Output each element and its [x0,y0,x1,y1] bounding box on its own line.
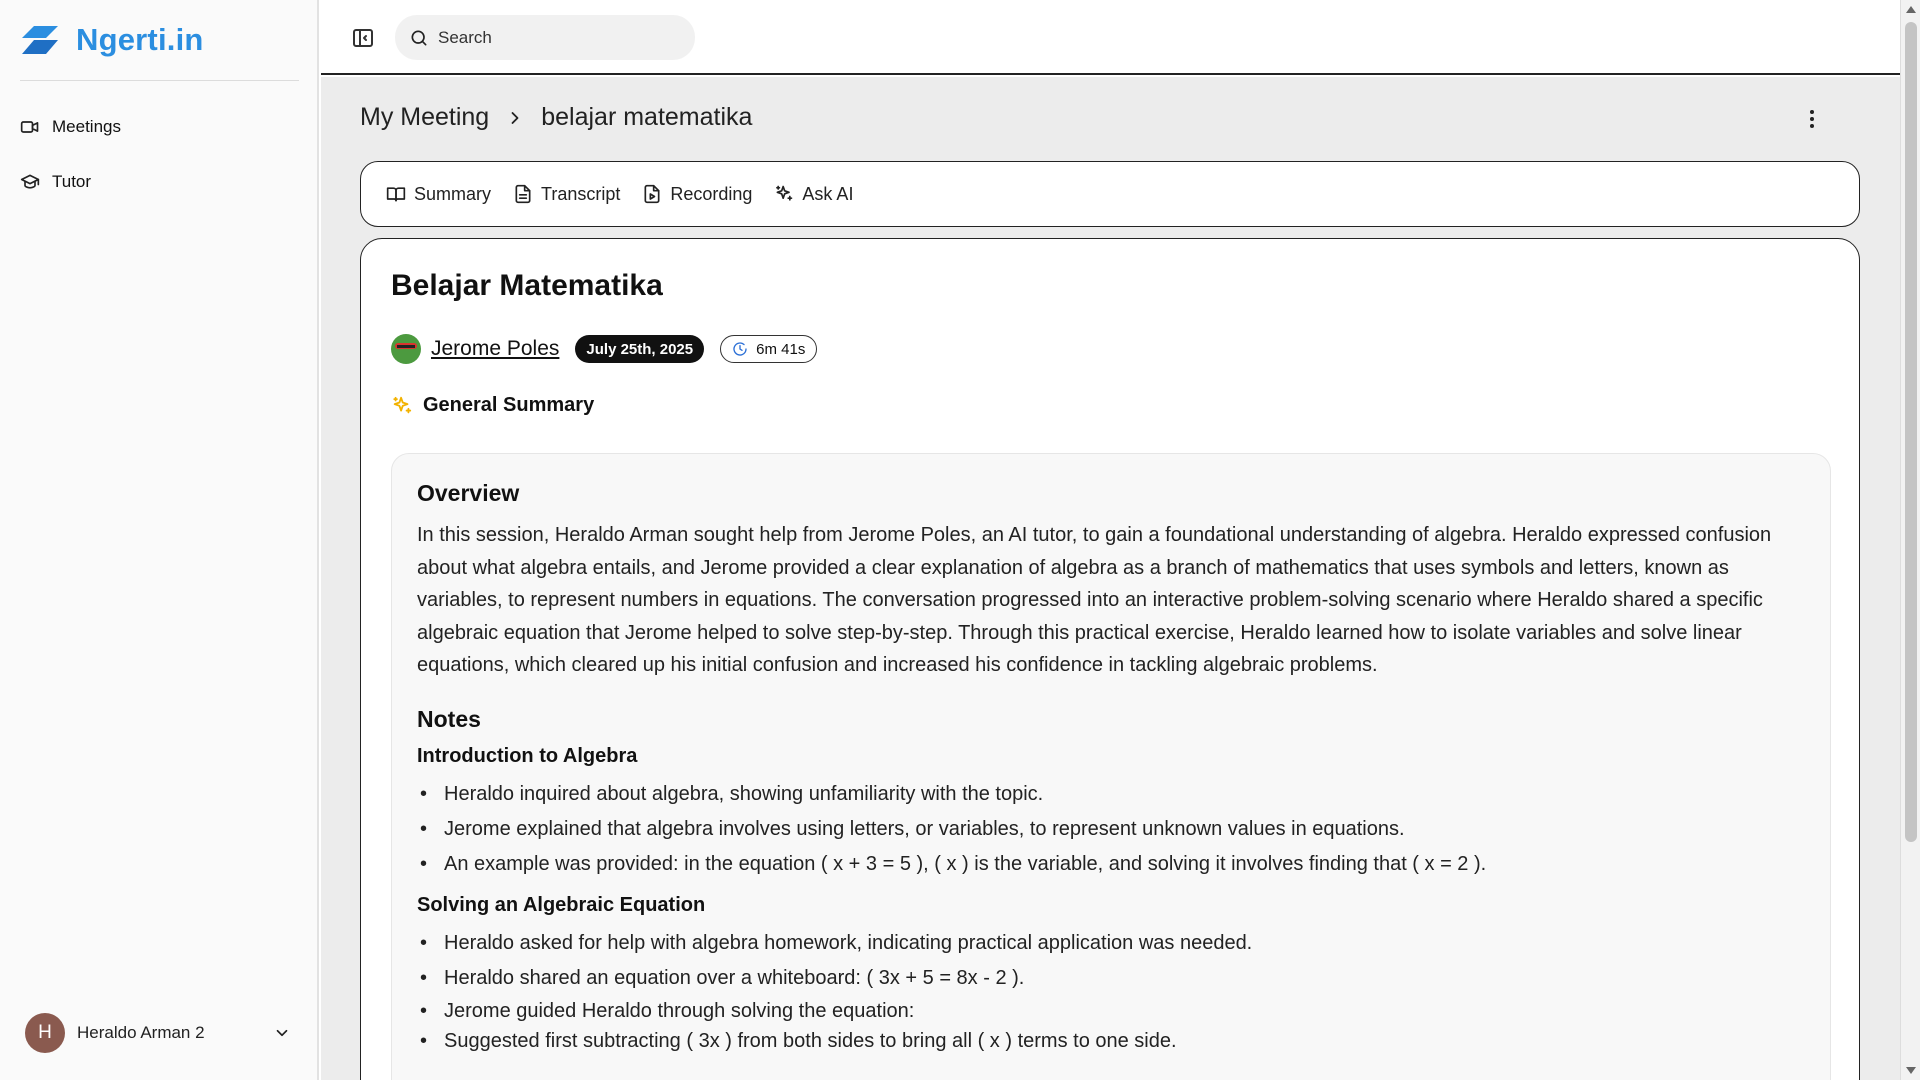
notes-section-title: Introduction to Algebra [417,744,638,767]
notes-heading: Notes [417,705,481,732]
scroll-thumb[interactable] [1905,22,1917,842]
sparkles-icon [391,395,413,417]
sidebar-item-label: Meetings [52,117,121,136]
clock-icon [732,341,748,357]
list-item: • Suggested first subtracting ( 3x ) from both sides to bring all ( x ) terms to one side. [417,1027,1805,1056]
brand-name: Ngerti.in [76,22,204,57]
sidebar-item-label: Tutor [52,172,92,191]
tab-label: Transcript [541,183,621,204]
list-item: • Heraldo asked for help with algebra homework, indicating practical application was needed. [417,926,1805,961]
sidebar-item-tutor[interactable] [20,167,299,197]
duration-badge [720,335,817,363]
ngerti-logo-icon [20,24,60,56]
sidebar-toggle-icon[interactable] [351,26,375,50]
sidebar-nav [20,112,299,222]
meeting-tabs [360,161,1860,227]
list-item: • Heraldo shared an equation over a whiteboard: ( 3x + 5 = 8x - 2 ). [417,961,1805,996]
scroll-down-arrow-icon[interactable] [1906,1067,1916,1074]
author-link[interactable]: Jerome Poles [431,337,560,360]
brand[interactable] [20,18,204,62]
list-item: • An example was provided: in the equation ( x + 3 = 5 ), ( x ) is the variable, and solving it involves finding that ( x = 2 ). [417,847,1805,882]
list-item: • Jerome guided Heraldo through solving the equation: [417,996,1805,1027]
tab-label: Summary [414,183,492,204]
topbar [321,0,1900,75]
author-avatar [391,334,421,364]
document-icon [513,184,533,204]
tab-recording[interactable] [642,184,752,205]
page-scrollbar[interactable] [1900,0,1920,1080]
sparkles-icon [774,184,794,204]
summary-card [360,238,1860,1080]
main-content [321,77,1900,1080]
breadcrumb-current: belajar matematika [541,103,753,131]
page-title: Belajar Matematika [391,269,663,302]
notes-list [417,926,1805,1056]
sidebar [0,0,319,1080]
summary-content [391,453,1831,1080]
avatar: H [25,1013,65,1053]
breadcrumb-parent[interactable]: My Meeting [360,103,490,131]
search-placeholder: Search [438,27,492,47]
tab-label: Ask AI [802,183,854,204]
sidebar-divider [20,80,299,81]
list-item: • Heraldo inquired about algebra, showing unfamiliarity with the topic. [417,777,1805,812]
search-input[interactable] [395,15,695,60]
user-menu[interactable] [25,1012,295,1054]
file-play-icon [642,184,662,204]
meeting-meta [391,334,817,364]
date-badge: July 25th, 2025 [575,335,704,363]
chevron-down-icon[interactable] [273,1024,291,1042]
breadcrumb [360,103,752,132]
graduation-cap-icon [20,172,40,192]
general-summary-heading [391,394,594,417]
section-label-text: General Summary [423,394,595,416]
sidebar-item-meetings[interactable] [20,112,299,142]
notes-section-title: Solving an Algebraic Equation [417,893,706,916]
notes-list [417,777,1805,882]
scroll-up-arrow-icon[interactable] [1906,6,1916,13]
overview-heading: Overview [417,480,520,506]
tab-label: Recording [670,183,753,204]
user-name: Heraldo Arman 2 [77,1023,205,1042]
more-options-icon[interactable] [1800,107,1824,131]
list-item: • Jerome explained that algebra involves using letters, or variables, to represent unknown values in equations. [417,812,1805,847]
video-camera-icon [20,117,40,137]
tab-summary[interactable] [386,184,491,205]
overview-text: In this session, Heraldo Arman sought help from Jerome Poles, an AI tutor, to gain a foundational understanding of algebra. Heraldo expressed confusion about what algebra entails, and Jerome provided a clear explanation of algebra as a branch of mathematics that uses symbols and letters, known as variables, to represent numbers in equations. The conversation progressed into an interactive problem-solving scenario where Heraldo shared a specific algebraic equation that Jerome helped to solve step-by-step. Through this practical exercise, Heraldo learned how to isolate variables and solve linear equations, which cleared up his initial confusion and increased his confidence in tackling algebraic problems. [417,524,1772,676]
duration-value: 6m 41s [756,340,806,358]
book-open-icon [386,184,406,204]
tab-ask-ai[interactable] [774,184,853,205]
search-icon [409,28,429,48]
chevron-right-icon [505,108,525,128]
tab-transcript[interactable] [513,184,620,205]
